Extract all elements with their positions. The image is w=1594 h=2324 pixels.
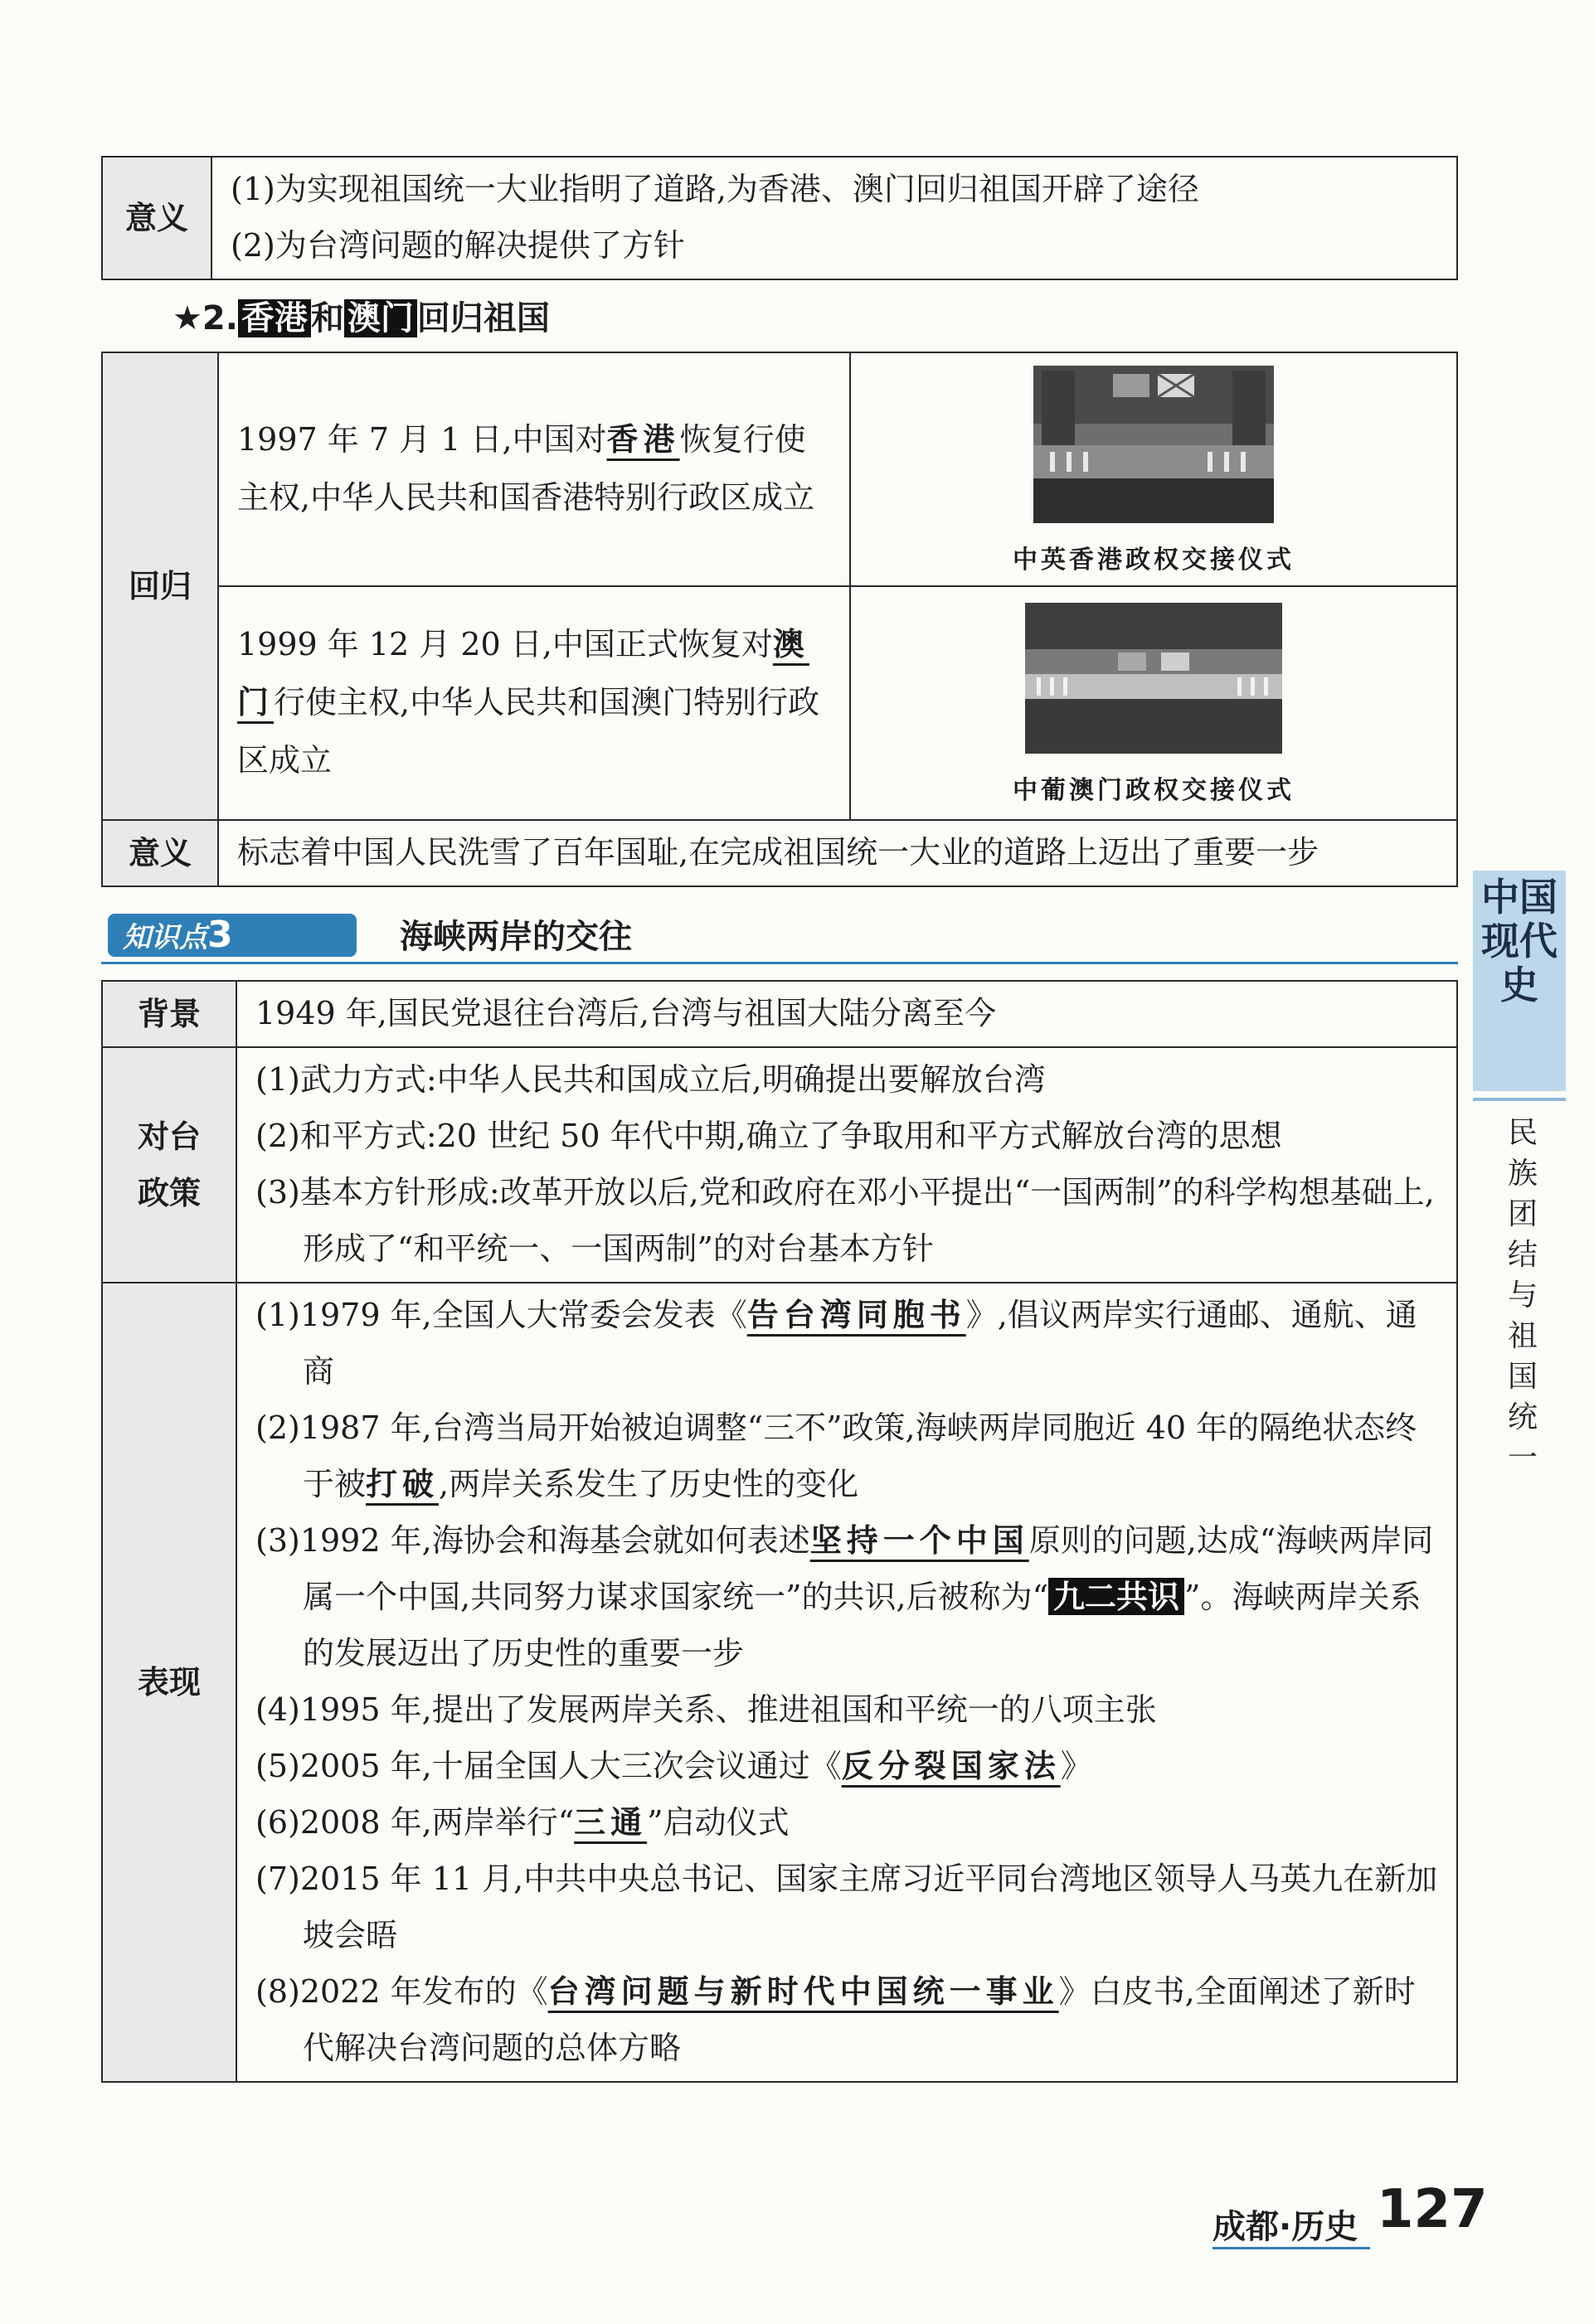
p3-pre: (3)1992 年,海协会和海基会就如何表述 bbox=[255, 1522, 810, 1559]
p6-post: ”启动仪式 bbox=[647, 1804, 790, 1841]
p6-key: 三通 bbox=[574, 1803, 648, 1841]
hk-photo-cell bbox=[850, 352, 1457, 586]
row-label-background: 背景 bbox=[102, 981, 236, 1047]
badge-number: 3 bbox=[207, 914, 233, 956]
p3-post: ”。海峡两岸关系的发展迈出了历史性的重要一步 bbox=[303, 1579, 1421, 1671]
heading-and: 和 bbox=[310, 299, 344, 337]
p3-key: 坚持一个中国 bbox=[809, 1521, 1029, 1559]
policy-item: (3)基本方针形成:改革开放以后,党和政府在邓小平提出“一国两制”的科学构想基础上,形成了“和平统一、一国两制”的对台基本方针 bbox=[255, 1174, 1435, 1267]
p8-post: 》白皮书,全面阐述了新时代解决台湾问题的总体方略 bbox=[303, 1973, 1416, 2066]
row-label-return: 回归 bbox=[102, 352, 218, 820]
row-label-performance: 表现 bbox=[102, 1283, 236, 2082]
p8-key: 台湾问题与新时代中国统一事业 bbox=[547, 1972, 1059, 2010]
chapter-tab: 中国现代史 bbox=[1473, 871, 1566, 1091]
p6-pre: (6)2008 年,两岸举行“ bbox=[255, 1804, 575, 1841]
hk-handover-photo bbox=[1033, 366, 1274, 523]
mo-caption: 中葡澳门政权交接仪式 bbox=[1013, 776, 1295, 805]
return-meaning: 标志着中国人民洗雪了百年国耻,在完成祖国统一大业的道路上迈出了重要一步 bbox=[218, 820, 1457, 886]
chapter-subtitle: 民族团结与祖国统一 bbox=[1507, 1116, 1538, 1475]
performance-item bbox=[255, 1512, 1440, 1681]
p1-pre: (1)1979 年,全国人大常委会发表《 bbox=[255, 1297, 747, 1333]
policy-label-line2: 政策 bbox=[137, 1175, 201, 1211]
policy-cell bbox=[236, 1047, 1457, 1283]
performance-cell bbox=[236, 1283, 1457, 2082]
hk-pre: 1997 年 7 月 1 日,中国对 bbox=[237, 421, 607, 458]
heading-suffix: 回归祖国 bbox=[416, 299, 550, 337]
p2-pre: (2)1987 年,台湾当局开始被迫调整“三不”政策,海峡两岸同胞近 40 年的隔绝状态终于被 bbox=[255, 1409, 1417, 1502]
footer-brand: 成都·历史 bbox=[1213, 2208, 1358, 2246]
performance-item bbox=[255, 1963, 1440, 2076]
section-heading bbox=[173, 292, 550, 339]
performance-item: (4)1995 年,提出了发展两岸关系、推进祖国和平统一的八项主张 bbox=[255, 1691, 1157, 1728]
star-prefix: ★2. bbox=[173, 299, 238, 337]
performance-item bbox=[255, 1400, 1440, 1512]
background-text: 1949 年,国民党退往台湾后,台湾与祖国大陆分离至今 bbox=[236, 981, 1457, 1047]
knowledge-point-header bbox=[101, 914, 1458, 963]
mo-key: 澳门 bbox=[237, 625, 809, 720]
footer-underline bbox=[1213, 2247, 1370, 2249]
mo-post: 行使主权,中华人民共和国澳门特别行政区成立 bbox=[237, 684, 820, 779]
chapter-tab-rule bbox=[1473, 1098, 1566, 1101]
hk-text bbox=[218, 352, 850, 586]
macau-highlight: 澳门 bbox=[344, 299, 417, 337]
meaning-cell bbox=[211, 157, 1457, 279]
hk-post: 恢复行使主权,中华人民共和国香港特别行政区成立 bbox=[237, 421, 815, 516]
page-number: 127 bbox=[1377, 2179, 1488, 2240]
macau-handover-photo bbox=[1025, 603, 1282, 754]
p2-post: ,两岸关系发生了历史性的变化 bbox=[439, 1466, 859, 1502]
row-label-policy bbox=[102, 1047, 236, 1283]
return-table bbox=[101, 352, 1458, 887]
policy-item: (1)武力方式:中华人民共和国成立后,明确提出要解放台湾 bbox=[255, 1061, 1046, 1098]
mo-photo-cell bbox=[850, 586, 1457, 820]
strait-table bbox=[101, 980, 1458, 2083]
row-label-meaning: 意义 bbox=[102, 820, 218, 886]
performance-item: (7)2015 年 11 月,中共中央总书记、国家主席习近平同台湾地区领导人马英九在新加坡会晤 bbox=[255, 1861, 1438, 1953]
p3-mid: 原则的问题,达成“海峡两岸同属一个中国,共同努力谋求国家统一”的共识,后被称为“ bbox=[303, 1522, 1434, 1615]
meaning-line-2: (2)为台湾问题的解决提供了方针 bbox=[231, 227, 685, 264]
p5-pre: (5)2005 年,十届全国人大三次会议通过《 bbox=[255, 1748, 842, 1784]
hk-highlight: 香港 bbox=[238, 299, 311, 337]
header-rule bbox=[101, 962, 1458, 964]
p5-key: 反分裂国家法 bbox=[841, 1747, 1061, 1784]
hk-key: 香港 bbox=[606, 420, 680, 458]
policy-item: (2)和平方式:20 世纪 50 年代中期,确立了争取用和平方式解放台湾的思想 bbox=[255, 1118, 1282, 1154]
meaning-table bbox=[101, 156, 1458, 280]
p3-key2: 九二共识 bbox=[1048, 1578, 1184, 1615]
performance-item bbox=[255, 1738, 1440, 1794]
performance-item bbox=[255, 1794, 1440, 1851]
p2-key: 打破 bbox=[366, 1465, 440, 1502]
meaning-line-1: (1)为实现祖国统一大业指明了道路,为香港、澳门回归祖国开辟了途径 bbox=[231, 171, 1199, 207]
hk-caption: 中英香港政权交接仪式 bbox=[1013, 546, 1295, 575]
policy-label-line1: 对台 bbox=[137, 1118, 201, 1155]
mo-pre: 1999 年 12 月 20 日,中国正式恢复对 bbox=[237, 626, 773, 662]
p8-pre: (8)2022 年发布的《 bbox=[255, 1973, 548, 2010]
p5-post: 》 bbox=[1060, 1748, 1092, 1784]
mo-text bbox=[218, 586, 850, 820]
p1-post: 》,倡议两岸实行通邮、通航、通商 bbox=[303, 1297, 1417, 1390]
performance-item bbox=[255, 1287, 1440, 1400]
p1-key: 告台湾同胞书 bbox=[746, 1296, 966, 1333]
knowledge-point-badge bbox=[108, 914, 357, 957]
row-label: 意义 bbox=[102, 157, 211, 279]
knowledge-point-title: 海峡两岸的交往 bbox=[400, 918, 632, 956]
badge-text: 知识点 bbox=[123, 921, 207, 954]
